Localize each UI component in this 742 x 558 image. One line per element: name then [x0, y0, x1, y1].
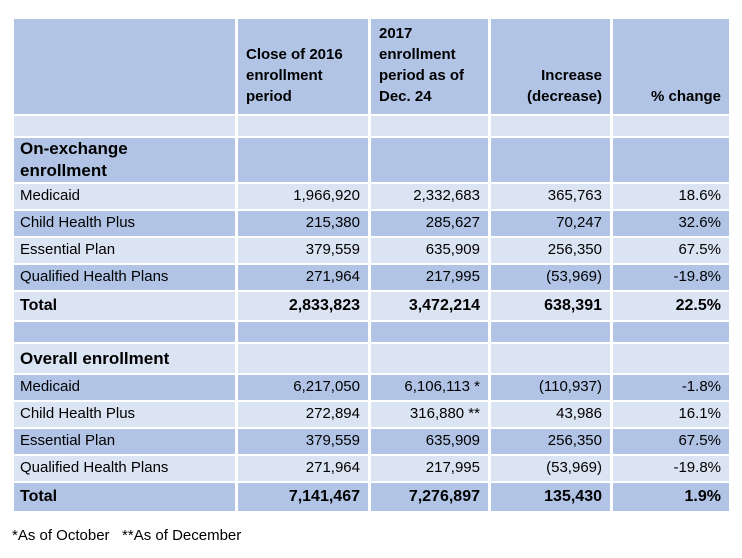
section-title-cell	[14, 344, 235, 373]
cell-increase: (53,969)	[491, 265, 610, 290]
table-row-child-health-plus	[14, 211, 729, 236]
cell-close-2016: 272,894	[238, 402, 368, 427]
empty-cell	[613, 344, 729, 373]
row-label: Child Health Plus	[14, 211, 235, 236]
footnote: *As of October **As of December	[12, 527, 242, 544]
table-row-qualified-health-plans	[14, 265, 729, 290]
cell-increase: 70,247	[491, 211, 610, 236]
row-label: Qualified Health Plans	[14, 456, 235, 481]
row-label: Total	[14, 483, 235, 511]
spacer-row	[14, 322, 729, 342]
table-row-child-health-plus-overall	[14, 402, 729, 427]
col-header-close-2016: Close of 2016 enrollment period	[238, 19, 368, 114]
cell-2017-period: 2,332,683	[371, 184, 488, 209]
empty-cell	[491, 138, 610, 182]
cell-close-2016: 215,380	[238, 211, 368, 236]
cell-close-2016: 6,217,050	[238, 375, 368, 400]
header-row	[14, 19, 729, 114]
row-label: Qualified Health Plans	[14, 265, 235, 290]
cell-increase: (53,969)	[491, 456, 610, 481]
empty-cell	[613, 116, 729, 136]
spacer-row	[14, 116, 729, 136]
cell-pct-change: -19.8%	[613, 265, 729, 290]
table-row-medicaid	[14, 184, 729, 209]
cell-close-2016: 379,559	[238, 429, 368, 454]
empty-cell	[238, 344, 368, 373]
cell-2017-period: 7,276,897	[371, 483, 488, 511]
empty-cell	[238, 116, 368, 136]
cell-pct-change: 16.1%	[613, 402, 729, 427]
section-title: On-exchange enrollment	[20, 139, 128, 181]
empty-cell	[371, 138, 488, 182]
cell-increase: 43,986	[491, 402, 610, 427]
row-label: Child Health Plus	[14, 402, 235, 427]
table-row-essential-plan	[14, 238, 729, 263]
cell-2017-period: 285,627	[371, 211, 488, 236]
cell-close-2016: 379,559	[238, 238, 368, 263]
header-empty-cell	[14, 19, 235, 114]
cell-2017-period: 6,106,113 *	[371, 375, 488, 400]
empty-cell	[371, 322, 488, 342]
cell-close-2016: 1,966,920	[238, 184, 368, 209]
cell-pct-change: 67.5%	[613, 238, 729, 263]
section-header-overall	[14, 344, 729, 373]
cell-2017-period: 217,995	[371, 456, 488, 481]
cell-pct-change: -1.8%	[613, 375, 729, 400]
empty-cell	[14, 116, 235, 136]
cell-2017-period: 316,880 **	[371, 402, 488, 427]
row-label: Total	[14, 292, 235, 320]
cell-2017-period: 3,472,214	[371, 292, 488, 320]
total-row-on-exchange	[14, 292, 729, 320]
section-title-cell	[14, 138, 235, 182]
section-title: Overall enrollment	[20, 348, 170, 368]
empty-cell	[491, 116, 610, 136]
cell-close-2016: 271,964	[238, 456, 368, 481]
cell-pct-change: 22.5%	[613, 292, 729, 320]
cell-close-2016: 2,833,823	[238, 292, 368, 320]
empty-cell	[371, 116, 488, 136]
col-header-pct-change: % change	[613, 19, 729, 114]
cell-2017-period: 635,909	[371, 238, 488, 263]
table-row-medicaid-overall	[14, 375, 729, 400]
cell-increase: 256,350	[491, 429, 610, 454]
total-row-overall	[14, 483, 729, 511]
col-header-2017-period: 2017 enrollment period as of Dec. 24	[371, 19, 488, 114]
cell-pct-change: 1.9%	[613, 483, 729, 511]
cell-pct-change: 32.6%	[613, 211, 729, 236]
empty-cell	[613, 138, 729, 182]
empty-cell	[371, 344, 488, 373]
cell-close-2016: 7,141,467	[238, 483, 368, 511]
table-row-qualified-health-plans-overall	[14, 456, 729, 481]
row-label: Medicaid	[14, 375, 235, 400]
cell-increase: 256,350	[491, 238, 610, 263]
cell-increase: 135,430	[491, 483, 610, 511]
enrollment-table	[11, 17, 732, 513]
row-label: Essential Plan	[14, 429, 235, 454]
table-row-essential-plan-overall	[14, 429, 729, 454]
cell-increase: (110,937)	[491, 375, 610, 400]
cell-pct-change: -19.8%	[613, 456, 729, 481]
cell-2017-period: 635,909	[371, 429, 488, 454]
row-label: Essential Plan	[14, 238, 235, 263]
empty-cell	[491, 344, 610, 373]
cell-2017-period: 217,995	[371, 265, 488, 290]
empty-cell	[14, 322, 235, 342]
row-label: Medicaid	[14, 184, 235, 209]
empty-cell	[238, 138, 368, 182]
cell-pct-change: 67.5%	[613, 429, 729, 454]
cell-close-2016: 271,964	[238, 265, 368, 290]
cell-increase: 638,391	[491, 292, 610, 320]
cell-increase: 365,763	[491, 184, 610, 209]
cell-pct-change: 18.6%	[613, 184, 729, 209]
section-header-on-exchange	[14, 138, 729, 182]
empty-cell	[491, 322, 610, 342]
empty-cell	[238, 322, 368, 342]
empty-cell	[613, 322, 729, 342]
col-header-increase-decrease: Increase (decrease)	[491, 19, 610, 114]
